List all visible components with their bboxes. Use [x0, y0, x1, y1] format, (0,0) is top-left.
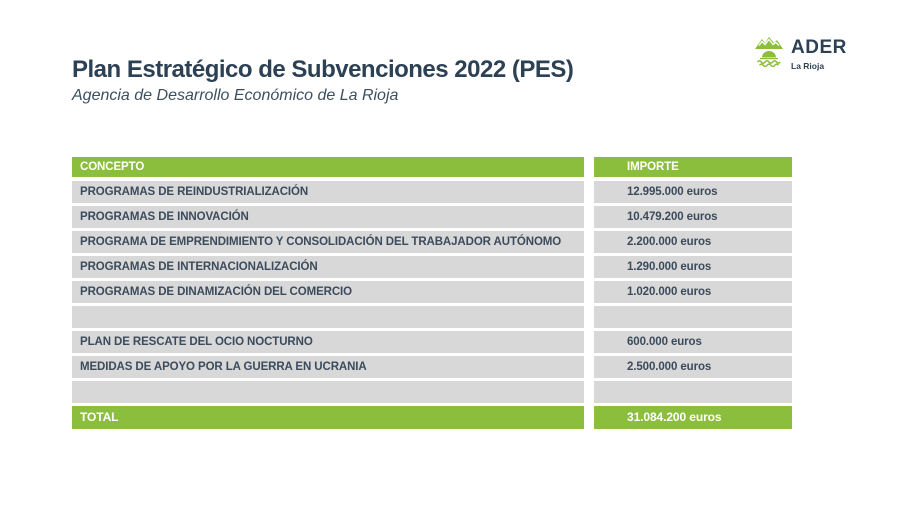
concepto-cell: PROGRAMAS DE REINDUSTRIALIZACIÓN	[72, 181, 584, 203]
ader-logo	[755, 36, 847, 71]
table-row	[72, 331, 792, 353]
importe-cell: 1.290.000 euros	[594, 256, 792, 278]
importe-cell: 12.995.000 euros	[594, 181, 792, 203]
total-label: TOTAL	[72, 406, 584, 429]
importe-cell: 1.020.000 euros	[594, 281, 792, 303]
table-spacer-row	[72, 381, 792, 403]
table-row	[72, 181, 792, 203]
concepto-cell: PROGRAMA DE EMPRENDIMIENTO Y CONSOLIDACIÓN DEL TRABAJADOR AUTÓNOMO	[72, 231, 584, 253]
importe-cell: 2.200.000 euros	[594, 231, 792, 253]
column-header-concepto: CONCEPTO	[72, 157, 584, 177]
importe-cell: 10.479.200 euros	[594, 206, 792, 228]
total-value: 31.084.200 euros	[594, 406, 792, 429]
table-header-row	[72, 157, 792, 177]
concepto-cell: PROGRAMAS DE INNOVACIÓN	[72, 206, 584, 228]
importe-cell	[594, 381, 792, 403]
table-row	[72, 256, 792, 278]
table-row	[72, 281, 792, 303]
concepto-cell: MEDIDAS DE APOYO POR LA GUERRA EN UCRANIA	[72, 356, 584, 378]
concepto-cell: PLAN DE RESCATE DEL OCIO NOCTURNO	[72, 331, 584, 353]
logo-region: La Rioja	[791, 61, 825, 71]
importe-cell	[594, 306, 792, 328]
table-row	[72, 356, 792, 378]
concepto-cell: PROGRAMAS DE DINAMIZACIÓN DEL COMERCIO	[72, 281, 584, 303]
importe-cell: 2.500.000 euros	[594, 356, 792, 378]
concepto-cell	[72, 306, 584, 328]
concepto-cell	[72, 381, 584, 403]
logo-text	[791, 36, 847, 71]
table-spacer-row	[72, 306, 792, 328]
table-row	[72, 231, 792, 253]
table-total-row	[72, 406, 792, 429]
subsidies-table	[72, 157, 792, 432]
importe-cell: 600.000 euros	[594, 331, 792, 353]
page-title: Plan Estratégico de Subvenciones 2022 (PES)	[72, 56, 574, 83]
table-row	[72, 206, 792, 228]
column-header-importe: IMPORTE	[594, 157, 792, 177]
concepto-cell: PROGRAMAS DE INTERNACIONALIZACIÓN	[72, 256, 584, 278]
mountain-sun-river-icon	[755, 36, 783, 67]
logo-brand: ADER	[791, 37, 847, 58]
page-subtitle: Agencia de Desarrollo Económico de La Rioja	[72, 87, 399, 104]
